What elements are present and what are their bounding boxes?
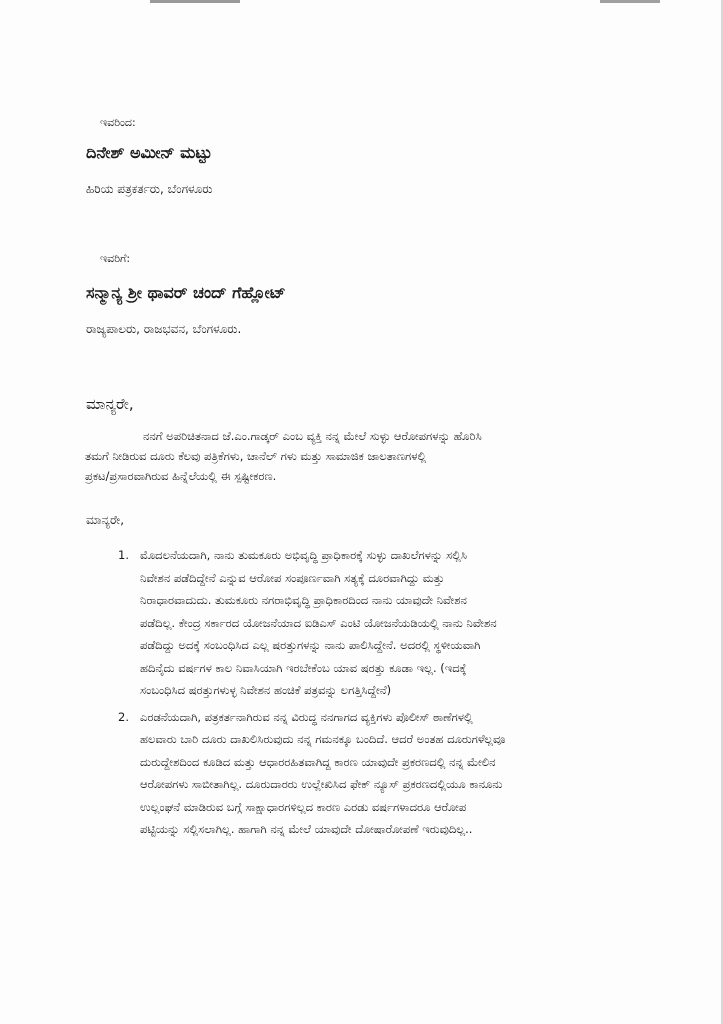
list-line: ಹಲವಾರು ಬಾರಿ ದೂರು ದಾಖಲಿಸಿರುವುದು ನನ್ನ ಗಮನಕ್ಕೂ ಬಂದಿದೆ. ಆದರೆ ಅಂತಹ ದೂರುಗಳೆಲ್ಲವೂ bbox=[140, 732, 506, 746]
list-item bbox=[118, 544, 648, 702]
intro-line: ತಮಗೆ ನೀಡಿರುವ ದೂರು ಕೆಲವು ಪತ್ರಿಕೆಗಳು, ಚಾನೆಲ್ ಗಳು ಮತ್ತು ಸಾಮಾಜಿಕ ಜಾಲತಾಣಗಳಲ್ಲಿ bbox=[85, 449, 427, 463]
list-line: ಉಲ್ಲಂಘನೆ ಮಾಡಿರುವ ಬಗ್ಗೆ ಸಾಕ್ಷಾಧಾರಗಳಿಲ್ಲದ ಕಾರಣ ಎರಡು ವರ್ಷಗಳಾದರೂ ಆರೋಪ bbox=[140, 799, 467, 814]
list-line: ನಿರಾಧಾರವಾದುದು. ತುಮಕೂರು ನಗರಾಭಿವೃದ್ಧಿ ಪ್ರಾಧಿಕಾರದಿಂದ ನಾನು ಯಾವುದೇ ನಿವೇಶನ bbox=[140, 593, 467, 607]
list-line: ದುರುದ್ದೇಶದಿಂದ ಕೂಡಿದ ಮತ್ತು ಆಧಾರರಹಿತವಾಗಿದ್ದ ಕಾರಣ ಯಾವುದೇ ಪ್ರಕರಣದಲ್ಲಿ ನನ್ನ ಮೇಲಿನ bbox=[140, 754, 496, 769]
list-line: ನಿವೇಶನ ಪಡೆದಿದ್ದೇನೆ ಎನ್ನುವ ಆರೋಪ ಸಂಪೂರ್ಣವಾಗಿ ಸತ್ಯಕ್ಕೆ ದೂರವಾಗಿದ್ದು ಮತ್ತು bbox=[140, 570, 445, 585]
list-line: ಆರೋಪಗಳು ಸಾಬೀತಾಗಿಲ್ಲ. ದೂರುದಾರರು ಉಲ್ಲೇಖಿಸಿದ ಫೇಕ್ ನ್ಯೂಸ್ ಪ್ರಕರಣದಲ್ಲಿಯೂ ಕಾನೂನು bbox=[140, 777, 503, 791]
intro-line: ಪ್ರಕಟ/ಪ್ರಸಾರವಾಗಿರುವ ಹಿನ್ನೆಲೆಯಲ್ಲಿ ಈ ಸ್ಪಷ್ಟೀಕರಣ. bbox=[85, 469, 277, 483]
sender-name: ದಿನೇಶ್ ಅಮೀನ್ ಮಟ್ಟು bbox=[86, 143, 213, 162]
from-label: ಇವರಿಂದ: bbox=[100, 116, 136, 129]
sender-designation: ಹಿರಿಯ ಪತ್ರಕರ್ತರು, ಬೆಂಗಳೂರು bbox=[86, 182, 213, 196]
list-line: ಹದಿನೈದು ವರ್ಷಗಳ ಕಾಲ ನಿವಾಸಿಯಾಗಿ ಇರಬೇಕೆಂಬ ಯಾವ ಷರತ್ತು ಕೂಡಾ ಇಲ್ಲ. (ಇದಕ್ಕೆ bbox=[140, 660, 467, 675]
points-list bbox=[118, 544, 648, 841]
list-number: 2. bbox=[118, 709, 129, 724]
scan-artifact bbox=[150, 0, 240, 3]
list-line: ಮೊದಲನೆಯದಾಗಿ, ನಾನು ತುಮಕೂರು ಅಭಿವೃದ್ಧಿ ಪ್ರಾಧಿಕಾರಕ್ಕೆ ಸುಳ್ಳು ದಾಖಲೆಗಳನ್ನು ಸಲ್ಲಿಸಿ bbox=[140, 548, 468, 562]
recipient-address: ರಾಜ್ಯಪಾಲರು, ರಾಜಭವನ, ಬೆಂಗಳೂರು. bbox=[86, 322, 242, 336]
list-line: ಪಡೆದಿದ್ದು ಅದಕ್ಕೆ ಸಂಬಂಧಿಸಿದ ಎಲ್ಲ ಷರತ್ತುಗಳನ್ನು ನಾನು ಪಾಲಿಸಿದ್ದೇನೆ. ಅದರಲ್ಲಿ ಸ್ಥಳೀಯವಾಗಿ bbox=[140, 638, 481, 652]
salutation: ಮಾನ್ಯರೇ, bbox=[86, 395, 134, 413]
list-line: ಪಡೆದಿಲ್ಲ. ಕೇಂದ್ರ ಸರ್ಕಾರದ ಯೋಜನೆಯಾದ ಐಡಿಎಸ್ ಎಂಟಿ ಯೋಜನೆಯಡಿಯಲ್ಲಿ ನಾನು ನಿವೇಶನ bbox=[140, 615, 497, 630]
list-number: 1. bbox=[118, 548, 129, 562]
list-item bbox=[118, 706, 648, 841]
recipient-name: ಸನ್ಮಾನ್ಯ ಶ್ರೀ ಥಾವರ್ ಚಂದ್ ಗೆಹ್ಲೋಟ್ bbox=[86, 283, 286, 302]
list-line: ಎರಡನೆಯದಾಗಿ, ಪತ್ರಕರ್ತನಾಗಿರುವ ನನ್ನ ವಿರುದ್ಧ ನನಗಾಗದ ವ್ಯಕ್ತಿಗಳು ಪೊಲೀಸ್ ಠಾಣೆಗಳಲ್ಲಿ bbox=[140, 709, 473, 724]
scan-artifact bbox=[600, 0, 660, 3]
intro-paragraph bbox=[85, 426, 645, 486]
intro-line: ನನಗೆ ಅಪರಿಚಿತನಾದ ಜೆ.ಎಂ.ಗಾಡ್ಕರ್ ಎಂಬ ವ್ಯಕ್ತಿ ನನ್ನ ಮೇಲೆ ಸುಳ್ಳು ಆರೋಪಗಳನ್ನು ಹೊರಿಸಿ bbox=[143, 429, 482, 443]
salutation-repeat: ಮಾನ್ಯರೇ, bbox=[86, 513, 125, 527]
list-line: ಪಟ್ಟಿಯನ್ನು ಸಲ್ಲಿಸಲಾಗಿಲ್ಲ. ಹಾಗಾಗಿ ನನ್ನ ಮೇಲೆ ಯಾವುದೇ ದೋಷಾರೋಪಣೆ ಇರುವುದಿಲ್ಲ.. bbox=[140, 822, 473, 836]
list-line: ಸಂಬಂಧಿಸಿದ ಷರತ್ತುಗಳುಳ್ಳ ನಿವೇಶನ ಹಂಚಿಕೆ ಪತ್ರವನ್ನು ಲಗತ್ತಿಸಿದ್ದೇನೆ) bbox=[140, 683, 392, 697]
to-label: ಇವರಿಗೆ: bbox=[100, 252, 131, 265]
